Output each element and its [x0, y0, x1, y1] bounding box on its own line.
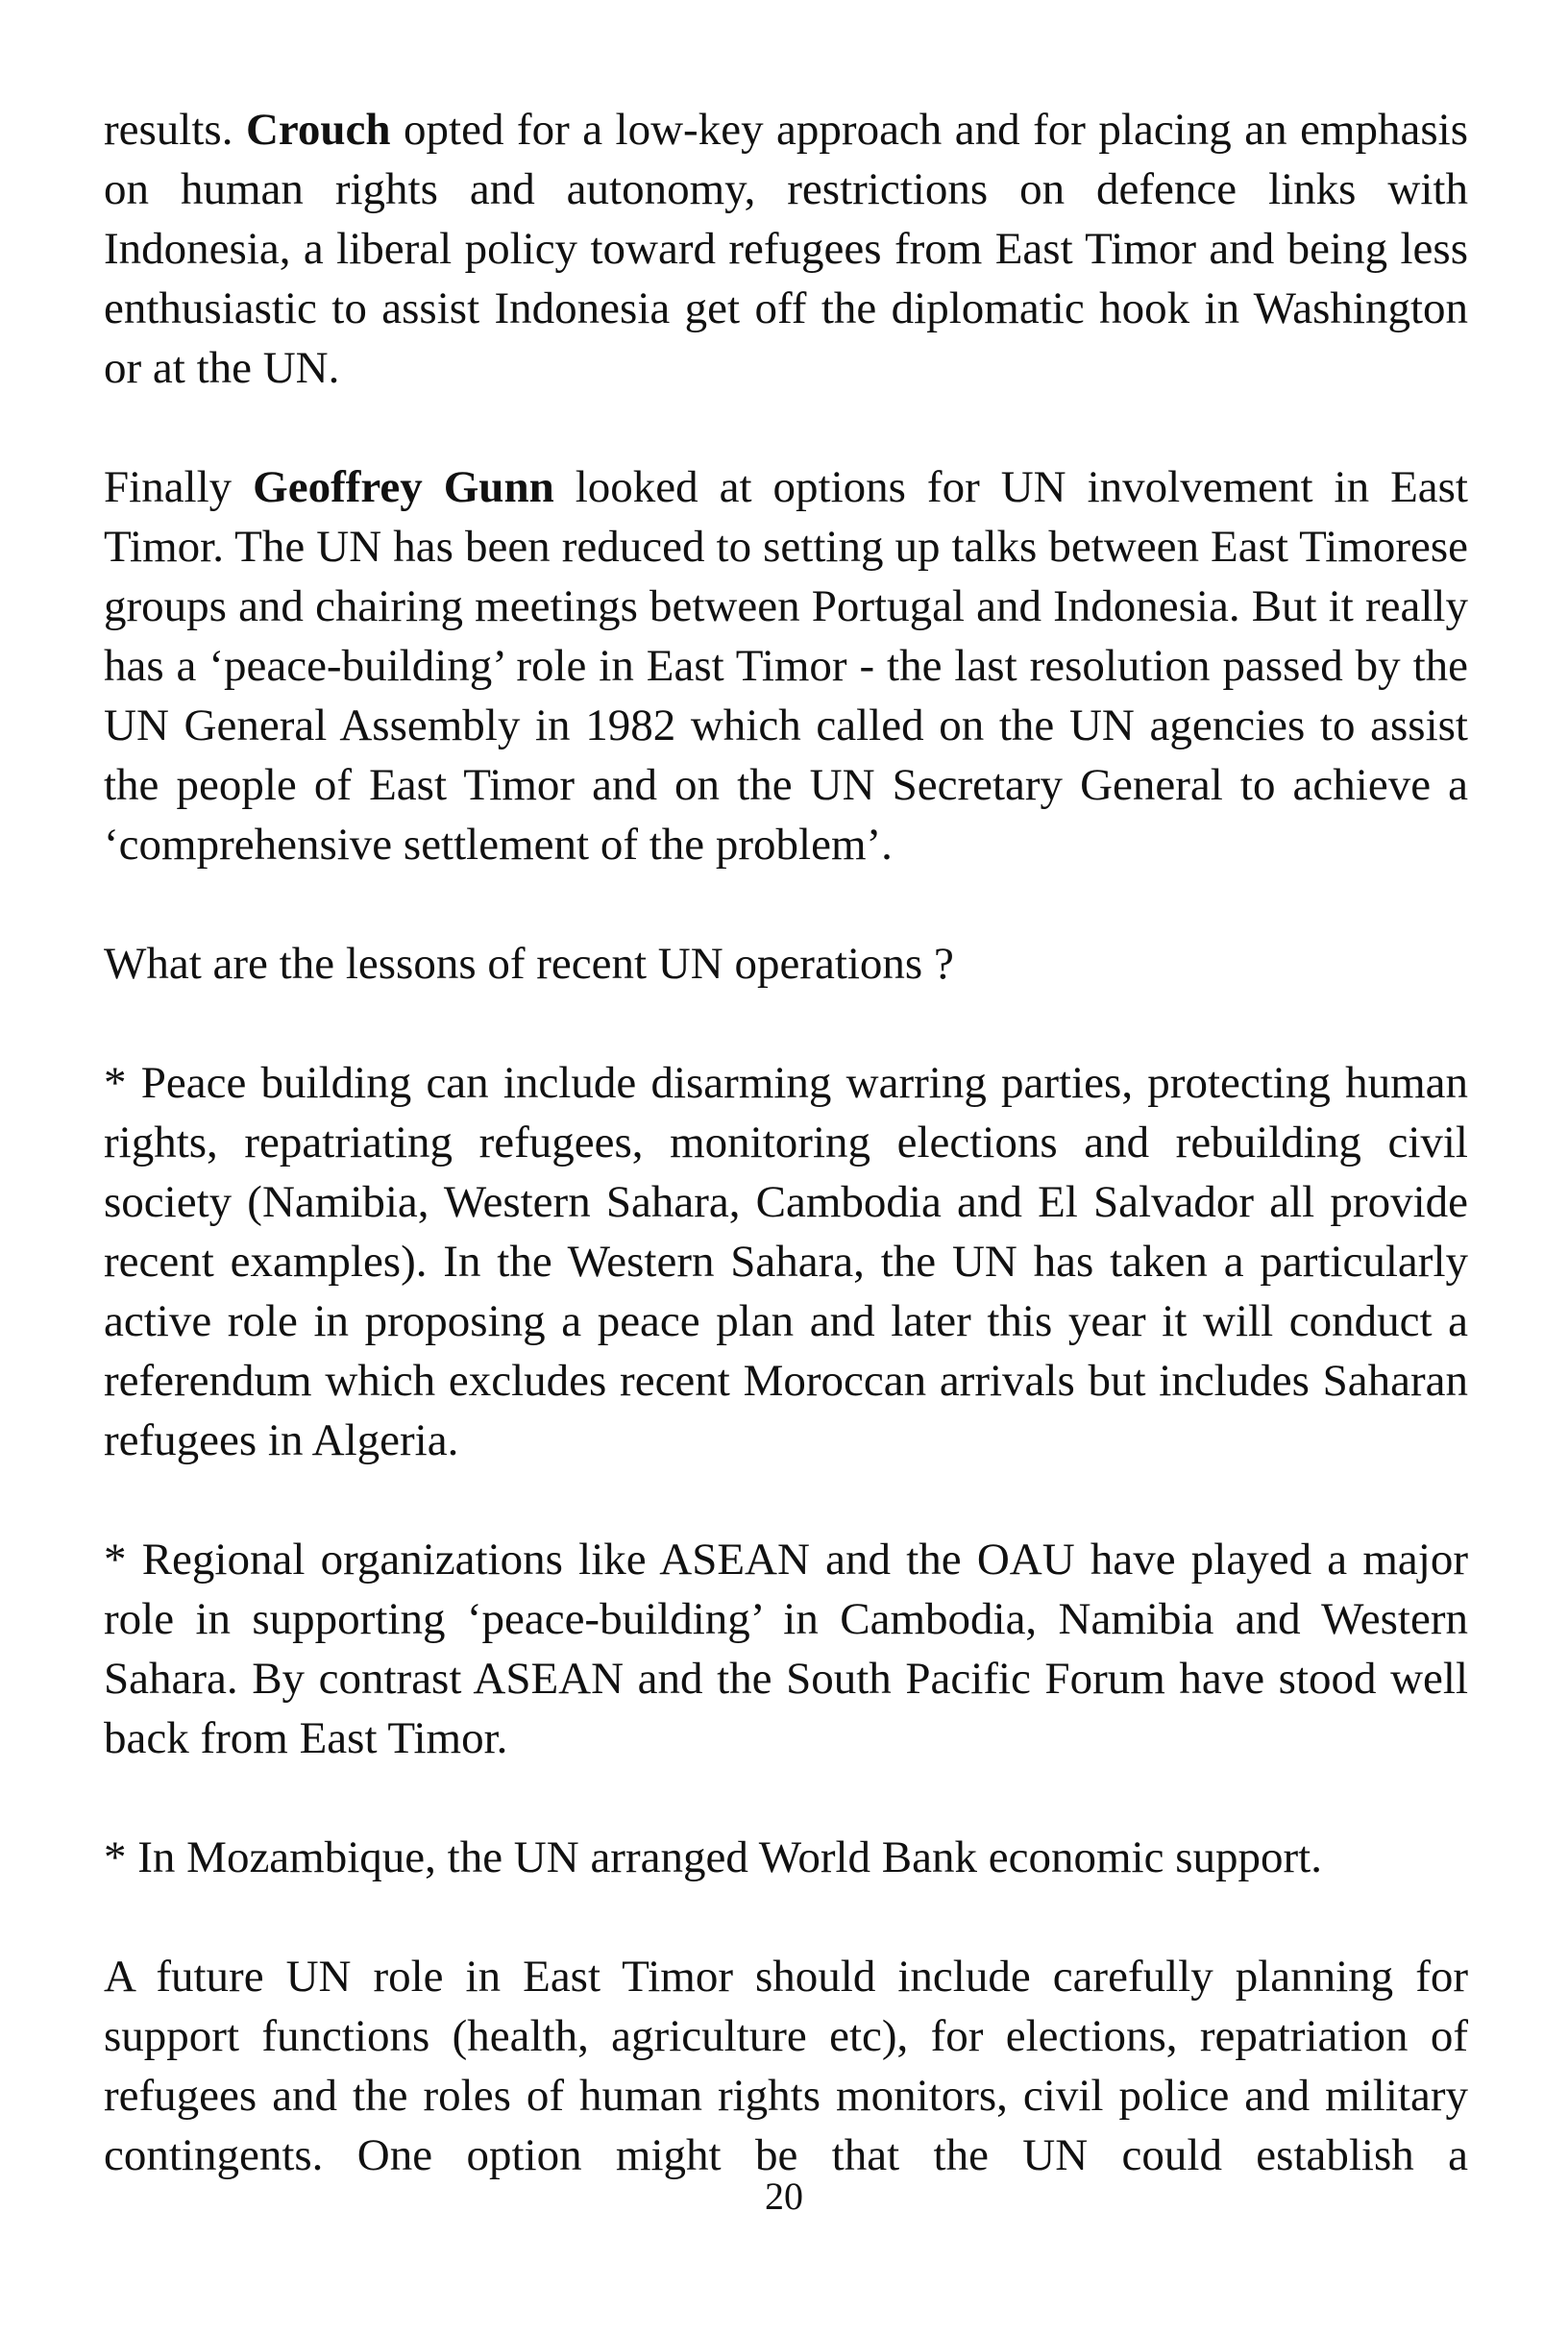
text-segment: opted for a low-key approach and for placing an emphasis on human rights and autonomy, restrictions on defence links with Indonesia, a liberal policy toward refugees from East Timor and being less enthusiastic to assist Indonesia get off the diplomatic hook in Washington or at the UN. [104, 105, 1468, 393]
paragraph-lessons-question [104, 934, 1468, 994]
text-segment: A future UN role in East Timor should include carefully planning for support functions (health, agriculture etc), for elections, repatriation of refugees and the roles of human rights monitors, civil police and military contingents. One option might be that the UN could establish a [104, 1952, 1468, 2180]
page-number: 20 [765, 2175, 803, 2218]
paragraph-bullet-peace-building [104, 1053, 1468, 1470]
text-segment: results. [104, 105, 246, 155]
author-name-gunn: Geoffrey Gunn [253, 462, 554, 512]
paragraph-future-un-role [104, 1947, 1468, 2185]
text-segment: What are the lessons of recent UN operations ? [104, 939, 954, 989]
author-name-crouch: Crouch [245, 105, 391, 155]
text-segment: * In Mozambique, the UN arranged World Bank economic support. [104, 1832, 1322, 1882]
paragraph-bullet-regional-organizations [104, 1530, 1468, 1768]
text-segment: looked at options for UN involvement in East Timor. The UN has been reduced to setting up talks between East Timorese groups and chairing meetings between Portugal and Indonesia. But it really has a ‘peace-building’ role in East Timor - the last resolution passed by the UN General Assembly in 1982 which called on the UN agencies to assist the people of East Timor and on the UN Secretary General to achieve a ‘comprehensive settlement of the problem’. [104, 462, 1468, 870]
page-body [104, 100, 1468, 2185]
text-segment: Finally [104, 462, 254, 512]
paragraph-crouch-summary [104, 100, 1468, 398]
paragraph-bullet-mozambique [104, 1828, 1468, 1887]
paragraph-gunn-summary [104, 457, 1468, 874]
text-segment: * Regional organizations like ASEAN and the OAU have played a major role in supporting ‘peace-building’ in Cambodia, Namibia and Western Sahara. By contrast ASEAN and the South Pacific Forum have stood well back from East Timor. [104, 1535, 1468, 1763]
text-segment: * Peace building can include disarming warring parties, protecting human rights, repatriating refugees, monitoring elections and rebuilding civil society (Namibia, Western Sahara, Cambodia and El Salvador all provide recent examples). In the Western Sahara, the UN has taken a particularly active role in proposing a peace plan and later this year it will conduct a referendum which excludes recent Moroccan arrivals but includes Saharan refugees in Algeria. [104, 1058, 1468, 1465]
